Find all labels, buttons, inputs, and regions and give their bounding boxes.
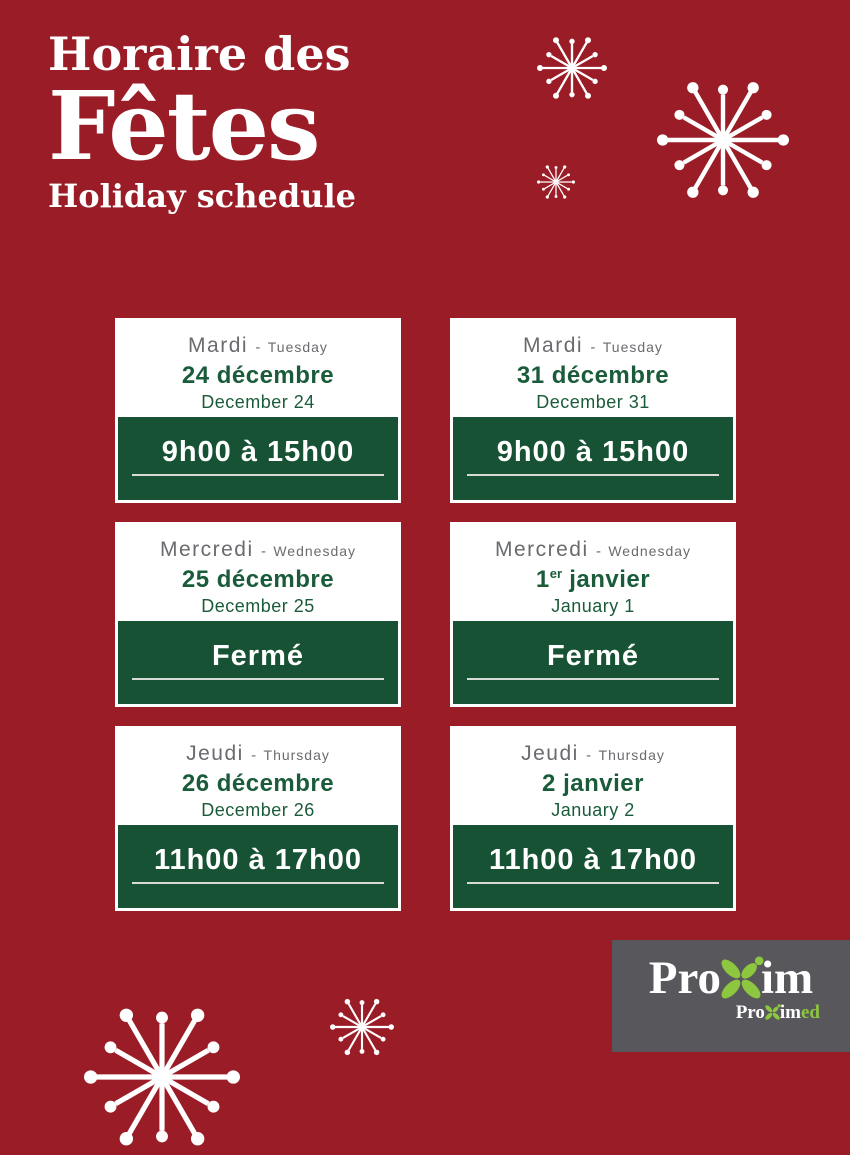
- day-french: Jeudi: [521, 742, 579, 765]
- day-english: Wednesday: [273, 543, 357, 559]
- brand-text-pre: Pro: [648, 952, 721, 1004]
- card-header: [453, 729, 733, 825]
- hours-underline: [467, 882, 719, 884]
- hours-text: 9h00 à 15h00: [496, 436, 690, 468]
- hours-panel: [453, 825, 733, 908]
- day-separator: -: [251, 747, 257, 764]
- snowflake-icon: [84, 999, 240, 1155]
- hours-underline: [132, 678, 384, 680]
- hours-panel: [118, 825, 398, 908]
- day-label: [453, 334, 733, 358]
- proxim-logo-box: [612, 940, 850, 1052]
- date-french: 26 décembre: [181, 770, 335, 797]
- day-separator: -: [590, 339, 596, 356]
- hours-underline: [467, 474, 719, 476]
- closed-text: Fermé: [546, 640, 640, 672]
- schedule-card-jan-2: [450, 726, 736, 911]
- card-header: [118, 525, 398, 621]
- schedule-card-dec-26: [115, 726, 401, 911]
- hours-underline: [132, 474, 384, 476]
- card-header: [453, 321, 733, 417]
- hours-underline: [467, 678, 719, 680]
- day-label: [453, 742, 733, 766]
- card-header: [118, 321, 398, 417]
- schedule-grid: [115, 318, 736, 911]
- day-french: Mardi: [188, 334, 249, 357]
- day-english: Thursday: [263, 747, 330, 763]
- closed-text: Fermé: [211, 640, 305, 672]
- date-english: January 2: [551, 800, 635, 820]
- date-english: January 1: [551, 596, 635, 616]
- card-header: [453, 525, 733, 621]
- title-english: Holiday schedule: [48, 176, 357, 215]
- date-english: December 31: [536, 392, 650, 412]
- hours-panel: [118, 621, 398, 704]
- day-label: [118, 742, 398, 766]
- sub-text-mid: im: [779, 1002, 801, 1023]
- date-french: 25 décembre: [181, 566, 335, 593]
- date-english: December 25: [201, 596, 315, 616]
- proxim-x-icon: [764, 1004, 781, 1021]
- day-english: Thursday: [598, 747, 665, 763]
- schedule-card-dec-25: [115, 522, 401, 707]
- snowflake-icon: [657, 74, 789, 206]
- card-header: [118, 729, 398, 825]
- sub-text-suffix: ed: [801, 1002, 820, 1023]
- title-french-line2: Fêtes: [48, 70, 319, 182]
- hours-text: 11h00 à 17h00: [153, 844, 363, 876]
- day-separator: -: [255, 339, 261, 356]
- date-french: [453, 566, 733, 594]
- day-separator: -: [261, 543, 266, 560]
- sub-text-pre: Pro: [735, 1002, 765, 1023]
- day-french: Jeudi: [186, 742, 244, 765]
- hours-panel: [453, 417, 733, 500]
- day-separator: -: [586, 747, 592, 764]
- hours-text: 11h00 à 17h00: [488, 844, 698, 876]
- hours-text: 9h00 à 15h00: [161, 436, 355, 468]
- proximed-wordmark: [612, 1003, 820, 1022]
- day-label: [118, 538, 398, 562]
- schedule-card-jan-1: [450, 522, 736, 707]
- schedule-card-dec-24: [115, 318, 401, 503]
- hours-panel: [118, 417, 398, 500]
- date-number: 1: [535, 566, 550, 593]
- date-english: December 26: [201, 800, 315, 820]
- proxim-x-icon: [718, 956, 764, 1002]
- date-french: 24 décembre: [181, 362, 335, 389]
- date-french: 2 janvier: [542, 770, 644, 797]
- day-label: [453, 538, 733, 562]
- proxim-wordmark: [612, 952, 850, 1004]
- day-english: Tuesday: [602, 339, 663, 355]
- day-english: Wednesday: [608, 543, 692, 559]
- day-english: Tuesday: [267, 339, 328, 355]
- date-english: December 24: [201, 392, 315, 412]
- snowflake-icon: [537, 33, 607, 103]
- day-separator: -: [596, 543, 601, 560]
- date-ordinal: er: [549, 566, 563, 581]
- hours-underline: [132, 882, 384, 884]
- day-french: Mercredi: [159, 538, 254, 561]
- date-month: janvier: [562, 566, 651, 593]
- day-label: [118, 334, 398, 358]
- snowflake-icon: [537, 163, 575, 201]
- schedule-card-dec-31: [450, 318, 736, 503]
- date-french: 31 décembre: [516, 362, 670, 389]
- poster-title: [48, 27, 357, 215]
- hours-panel: [453, 621, 733, 704]
- day-french: Mercredi: [494, 538, 589, 561]
- brand-text-post: im: [761, 952, 814, 1004]
- day-french: Mardi: [523, 334, 584, 357]
- title-french-line1: Horaire des: [48, 27, 351, 81]
- snowflake-icon: [330, 995, 394, 1059]
